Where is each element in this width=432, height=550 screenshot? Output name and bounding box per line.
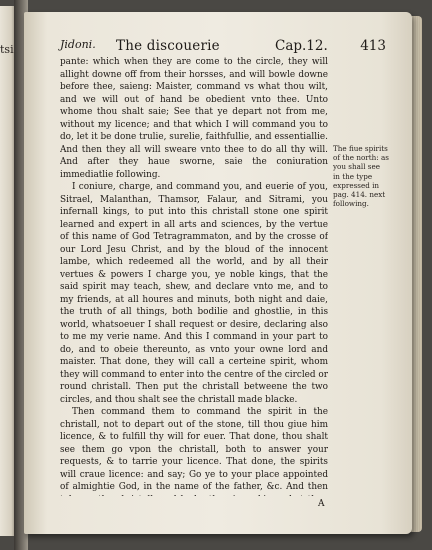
header-title: The discouerie [116,38,220,54]
header-left: Jidoni. [60,38,96,51]
page-number: 413 [360,38,386,54]
running-header [60,38,390,54]
paragraph-2: I coniure, charge, and command you, and euerie of you, Sitrael, Malanthan, Thamsor, Falaur, and Sitrami, you infernall kings, to put into this christall stone one spirit learned and expert in all arts and sciences, by the vertue of this name of God Tetragrammaton, and by the crosse of our Lord Jesu Christ, and by the bloud of the innocent lambe, which redeemed all the world, and by all their vertues & powers I charge you, ye noble kings, that the said spirit may teach, shew, and declare vnto me, and to my friends, at all houres and minuts, both night and daie, the truth of all things, both bodilie and ghostlie, in this world, whatsoeuer I shall request or desire, declaring also to me my verie name. And this I command in your part to do, and to obeie thereunto, as vnto your owne lord and maister. That done, they will call a certeine spirit, whom they will command to enter into the centre of the circled or round christall. Then put the christall betweene the two circles, and thou shalt see the christall made blacke. [60,182,328,405]
signature-mark: A [318,499,325,509]
paragraph-3: Then command them to command the spirit in the christall, not to depart out of the stone, till thou giue him licence, & to fulfill thy will for euer. That done, thou shalt see them go vpon the christall, both to answer your requests, & to tarrie your licence. That done, the spirits will craue licence: and say; Go ye to your place appointed of almightie God, in the name of the father, &c. And then [60,407,328,492]
marginal-note: The fiue spirits of the north: as you shall see in the type expressed in pag. 414. next following. [333,144,389,209]
facing-page-fragment: tsi [0,44,14,55]
paragraph-1: pante: which when they are come to the circle, they will allight downe off from their horsses, and will bowle downe before thee, saieng: Maister, command vs what thou wilt, and we will out of hand be obedient vnto thee. Unto whome thou shalt saie; See that ye depart not from me, without my licence; and that which I will command you to do, let it be done trulie, surelie, faithfullie, and essentiallie. And then they all will sweare vnto thee to do all thy will. And after they haue sworne, saie the coniuration immediatlie following. [60,57,328,180]
body-text [60,56,328,496]
header-chapter: Cap.12. [275,38,328,54]
